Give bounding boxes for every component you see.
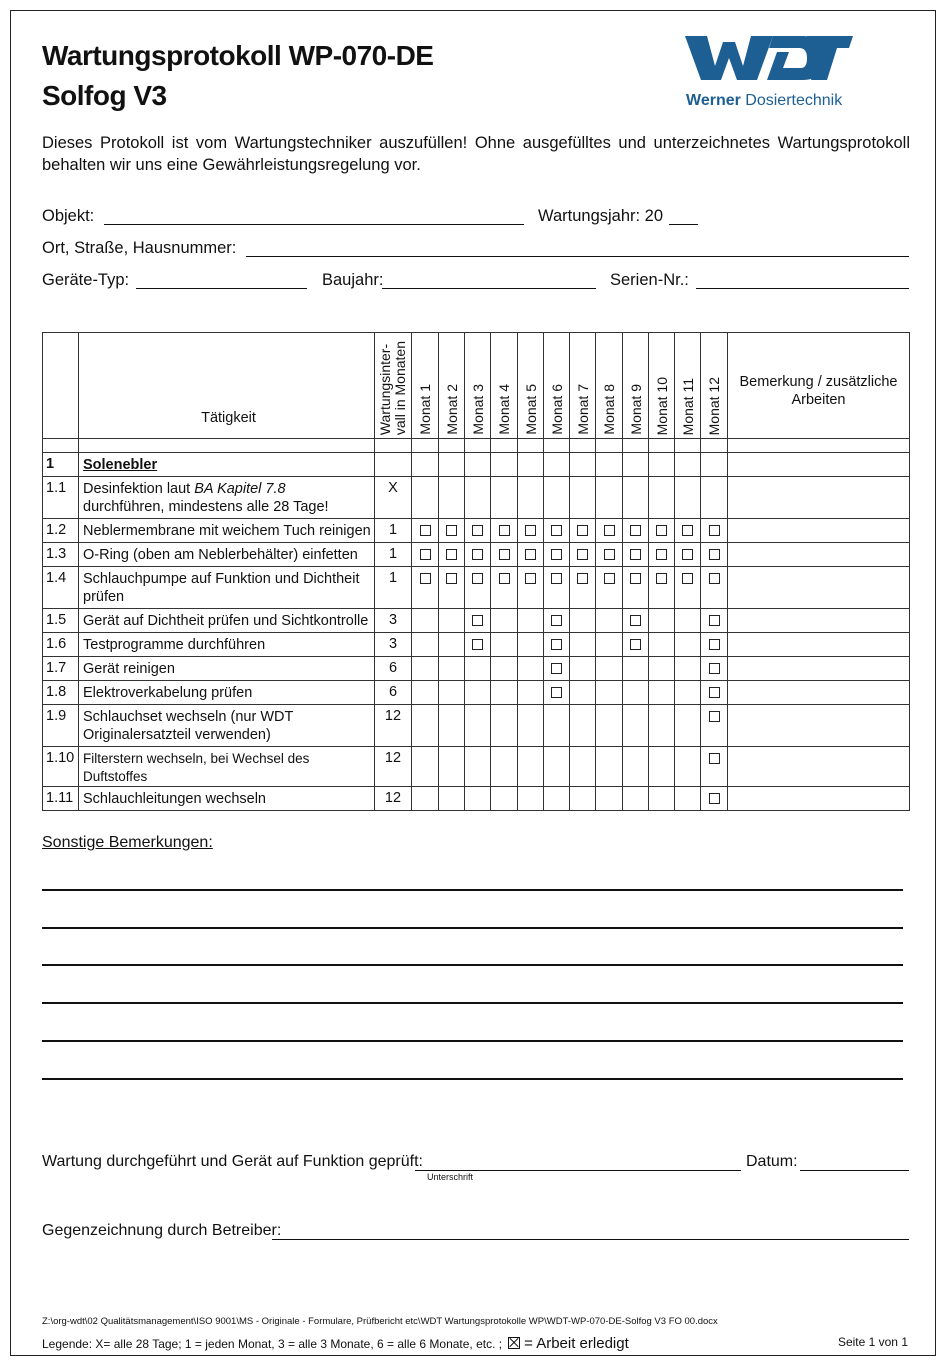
- row-task: Gerät reinigen: [79, 657, 375, 681]
- performed-label: Wartung durchgeführt und Gerät auf Funktion geprüft:: [42, 1153, 423, 1170]
- table-row: [43, 705, 910, 747]
- checkbox-month-10[interactable]: [656, 525, 667, 536]
- month-1-cell: [412, 705, 439, 747]
- seriennr-label: Serien-Nr.:: [610, 271, 689, 289]
- month-3-cell: [465, 705, 491, 747]
- checkbox-month-4[interactable]: [499, 573, 510, 584]
- month-2-cell: [439, 477, 465, 519]
- month-10-cell: [649, 633, 675, 657]
- row-interval: 12: [375, 705, 412, 747]
- row-remark-cell[interactable]: [728, 787, 910, 811]
- row-task: Elektroverkabelung prüfen: [79, 681, 375, 705]
- checkbox-month-9[interactable]: [630, 639, 641, 650]
- datum-input-line[interactable]: [800, 1170, 909, 1171]
- row-remark-cell[interactable]: [728, 567, 910, 609]
- legend-done-text: = Arbeit erledigt: [524, 1335, 629, 1352]
- month-3-cell: [465, 519, 491, 543]
- checkbox-month-12[interactable]: [709, 573, 720, 584]
- month-6-cell: [544, 609, 570, 633]
- ort-input-line[interactable]: [246, 256, 909, 257]
- header-interval: Wartungsinter- vall in Monaten: [375, 333, 412, 439]
- month-9-cell: [623, 609, 649, 633]
- month-9-cell: [623, 705, 649, 747]
- month-8-cell: [596, 609, 623, 633]
- month-11-cell: [675, 609, 701, 633]
- month-8-cell: [596, 657, 623, 681]
- month-9-cell: [623, 681, 649, 705]
- month-3-cell: [465, 657, 491, 681]
- month-7-cell: [570, 543, 596, 567]
- month-9-cell: [623, 543, 649, 567]
- checkbox-month-11[interactable]: [682, 525, 693, 536]
- month-10-cell: [649, 705, 675, 747]
- month-8-cell: [596, 747, 623, 787]
- table-row: [43, 681, 910, 705]
- checkbox-month-7[interactable]: [577, 549, 588, 560]
- row-number: 1.7: [43, 657, 79, 681]
- section-number: 1: [43, 453, 79, 477]
- row-number: 1.6: [43, 633, 79, 657]
- month-5-cell: [518, 543, 544, 567]
- month-9-cell: [623, 747, 649, 787]
- month-2-cell: [439, 657, 465, 681]
- month-1-cell: [412, 543, 439, 567]
- countersign-label: Gegenzeichnung durch Betreiber:: [42, 1222, 282, 1239]
- month-9-cell: [623, 567, 649, 609]
- title-line-2: Solfog V3: [42, 80, 167, 111]
- month-12-cell: [701, 657, 728, 681]
- checkbox-month-6[interactable]: [551, 687, 562, 698]
- row-interval: X: [375, 477, 412, 519]
- checkbox-month-12[interactable]: [709, 639, 720, 650]
- checkbox-month-7[interactable]: [577, 573, 588, 584]
- checkbox-month-12[interactable]: [709, 793, 720, 804]
- objekt-label: Objekt:: [42, 207, 95, 225]
- header-month-4: Monat 4: [491, 333, 518, 439]
- maintenance-table: [42, 332, 910, 811]
- month-4-cell: [491, 657, 518, 681]
- checkbox-month-4[interactable]: [499, 525, 510, 536]
- checkbox-month-6[interactable]: [551, 615, 562, 626]
- month-12-cell: [701, 747, 728, 787]
- month-7-cell: [570, 657, 596, 681]
- month-7-cell: [570, 519, 596, 543]
- checkbox-month-12[interactable]: [709, 549, 720, 560]
- month-5-cell: [518, 633, 544, 657]
- month-8-cell: [596, 633, 623, 657]
- row-task: O-Ring (oben am Neblerbehälter) einfetten: [79, 543, 375, 567]
- checkbox-month-12[interactable]: [709, 753, 720, 764]
- month-12-cell: [701, 633, 728, 657]
- checkbox-month-6[interactable]: [551, 549, 562, 560]
- remarks-line-1[interactable]: [42, 889, 903, 891]
- checkbox-month-5[interactable]: [525, 549, 536, 560]
- checkbox-month-5[interactable]: [525, 525, 536, 536]
- month-5-cell: [518, 705, 544, 747]
- month-2-cell: [439, 747, 465, 787]
- row-number: 1.11: [43, 787, 79, 811]
- month-3-cell: [465, 543, 491, 567]
- month-2-cell: [439, 705, 465, 747]
- ort-label: Ort, Straße, Hausnummer:: [42, 239, 237, 257]
- month-10-cell: [649, 609, 675, 633]
- month-10-cell: [649, 519, 675, 543]
- signature-sublabel: Unterschrift: [427, 1172, 474, 1182]
- checkbox-month-9[interactable]: [630, 573, 641, 584]
- month-6-cell: [544, 681, 570, 705]
- month-6-cell: [544, 567, 570, 609]
- month-5-cell: [518, 477, 544, 519]
- logo-wordmark: Werner Dosiertechnik: [686, 92, 843, 109]
- checkbox-month-6[interactable]: [551, 525, 562, 536]
- table-row: [43, 567, 910, 609]
- checkbox-month-11[interactable]: [682, 573, 693, 584]
- month-10-cell: [649, 787, 675, 811]
- month-4-cell: [491, 543, 518, 567]
- header-month-7: Monat 7: [570, 333, 596, 439]
- row-interval: 1: [375, 543, 412, 567]
- checkbox-month-12[interactable]: [709, 525, 720, 536]
- seriennr-input-line[interactable]: [696, 288, 909, 289]
- month-3-cell: [465, 681, 491, 705]
- month-11-cell: [675, 681, 701, 705]
- checkbox-month-9[interactable]: [630, 615, 641, 626]
- month-1-cell: [412, 681, 439, 705]
- month-7-cell: [570, 567, 596, 609]
- geraetetyp-input-line[interactable]: [136, 288, 307, 289]
- checkbox-month-9[interactable]: [630, 549, 641, 560]
- checkbox-month-1[interactable]: [420, 573, 431, 584]
- checkbox-month-8[interactable]: [604, 549, 615, 560]
- row-remark-cell[interactable]: [728, 705, 910, 747]
- checkbox-month-8[interactable]: [604, 525, 615, 536]
- row-remark-cell[interactable]: [728, 519, 910, 543]
- month-2-cell: [439, 519, 465, 543]
- checkbox-month-11[interactable]: [682, 549, 693, 560]
- month-6-cell: [544, 543, 570, 567]
- objekt-input-line[interactable]: [104, 224, 524, 225]
- month-2-cell: [439, 543, 465, 567]
- row-number: 1.9: [43, 705, 79, 747]
- row-task: Schlauchleitungen wechseln: [79, 787, 375, 811]
- table-row: [43, 657, 910, 681]
- checkbox-month-9[interactable]: [630, 525, 641, 536]
- section-row: [43, 453, 910, 477]
- table-row: [43, 477, 910, 519]
- month-2-cell: [439, 633, 465, 657]
- table-row: [43, 609, 910, 633]
- checkbox-month-6[interactable]: [551, 639, 562, 650]
- section-title: Solenebler: [79, 453, 375, 477]
- header-month-1: Monat 1: [412, 333, 439, 439]
- checkbox-month-3[interactable]: [472, 549, 483, 560]
- checkbox-month-10[interactable]: [656, 549, 667, 560]
- month-8-cell: [596, 543, 623, 567]
- checkbox-month-2[interactable]: [446, 525, 457, 536]
- header-month-11: Monat 11: [675, 333, 701, 439]
- month-5-cell: [518, 609, 544, 633]
- header-month-2: Monat 2: [439, 333, 465, 439]
- checkbox-month-1[interactable]: [420, 549, 431, 560]
- month-11-cell: [675, 633, 701, 657]
- row-remark-cell[interactable]: [728, 747, 910, 787]
- row-number: 1.1: [43, 477, 79, 519]
- legend: [42, 1335, 629, 1352]
- month-1-cell: [412, 609, 439, 633]
- table-row: [43, 519, 910, 543]
- checkbox-month-2[interactable]: [446, 549, 457, 560]
- month-10-cell: [649, 681, 675, 705]
- month-8-cell: [596, 567, 623, 609]
- month-1-cell: [412, 787, 439, 811]
- legend-text: Legende: X= alle 28 Tage; 1 = jeden Monat, 3 = alle 3 Monate, 6 = alle 6 Monate, etc. ;: [42, 1337, 503, 1351]
- month-9-cell: [623, 787, 649, 811]
- month-7-cell: [570, 609, 596, 633]
- checkbox-month-3[interactable]: [472, 615, 483, 626]
- checkbox-month-3[interactable]: [472, 639, 483, 650]
- month-6-cell: [544, 747, 570, 787]
- month-6-cell: [544, 657, 570, 681]
- row-remark-cell[interactable]: [728, 477, 910, 519]
- remarks-line-4[interactable]: [42, 1002, 903, 1004]
- month-9-cell: [623, 657, 649, 681]
- baujahr-label: Baujahr:: [322, 271, 384, 289]
- row-number: 1.5: [43, 609, 79, 633]
- row-number: 1.3: [43, 543, 79, 567]
- month-4-cell: [491, 609, 518, 633]
- row-number: 1.8: [43, 681, 79, 705]
- month-12-cell: [701, 681, 728, 705]
- month-7-cell: [570, 681, 596, 705]
- table-row: [43, 543, 910, 567]
- datum-label: Datum:: [746, 1153, 798, 1170]
- month-12-cell: [701, 477, 728, 519]
- geraetetyp-label: Geräte-Typ:: [42, 271, 130, 289]
- month-1-cell: [412, 567, 439, 609]
- page-number: Seite 1 von 1: [837, 1335, 908, 1349]
- month-3-cell: [465, 567, 491, 609]
- remarks-line-5[interactable]: [42, 1040, 903, 1042]
- file-path: Z:\org-wdt\02 Qualitätsmanagement\ISO 9001\MS - Originale - Formulare, Prüfbericht etc\WDT Wartungsprotokolle WP\WDT-WP-070-DE-Solfog V3 FO 00.docx: [42, 1316, 718, 1327]
- month-4-cell: [491, 747, 518, 787]
- month-11-cell: [675, 519, 701, 543]
- month-4-cell: [491, 705, 518, 747]
- table-row: [43, 747, 910, 787]
- month-10-cell: [649, 567, 675, 609]
- spacer-row: [43, 439, 910, 453]
- checkbox-month-3[interactable]: [472, 573, 483, 584]
- row-interval: 12: [375, 787, 412, 811]
- header-taetigkeit: Tätigkeit: [79, 333, 375, 439]
- month-7-cell: [570, 747, 596, 787]
- row-remark-cell[interactable]: [728, 609, 910, 633]
- checkbox-month-2[interactable]: [446, 573, 457, 584]
- checkbox-month-6[interactable]: [551, 663, 562, 674]
- checked-box-icon: [508, 1337, 520, 1349]
- header-month-3: Monat 3: [465, 333, 491, 439]
- row-interval: 6: [375, 681, 412, 705]
- header-month-5: Monat 5: [518, 333, 544, 439]
- month-3-cell: [465, 787, 491, 811]
- month-8-cell: [596, 787, 623, 811]
- month-11-cell: [675, 747, 701, 787]
- row-remark-cell[interactable]: [728, 657, 910, 681]
- month-3-cell: [465, 477, 491, 519]
- baujahr-input-line[interactable]: [382, 288, 596, 289]
- month-8-cell: [596, 705, 623, 747]
- row-remark-cell[interactable]: [728, 681, 910, 705]
- checkbox-month-6[interactable]: [551, 573, 562, 584]
- month-11-cell: [675, 705, 701, 747]
- checkbox-month-4[interactable]: [499, 549, 510, 560]
- month-12-cell: [701, 519, 728, 543]
- checkbox-month-5[interactable]: [525, 573, 536, 584]
- month-2-cell: [439, 609, 465, 633]
- month-11-cell: [675, 657, 701, 681]
- month-3-cell: [465, 609, 491, 633]
- month-2-cell: [439, 787, 465, 811]
- month-12-cell: [701, 705, 728, 747]
- month-6-cell: [544, 633, 570, 657]
- month-4-cell: [491, 567, 518, 609]
- month-7-cell: [570, 705, 596, 747]
- wartungsjahr-input-line[interactable]: [669, 224, 698, 225]
- month-10-cell: [649, 477, 675, 519]
- checkbox-month-1[interactable]: [420, 525, 431, 536]
- month-4-cell: [491, 633, 518, 657]
- month-4-cell: [491, 787, 518, 811]
- month-11-cell: [675, 477, 701, 519]
- month-12-cell: [701, 609, 728, 633]
- month-7-cell: [570, 477, 596, 519]
- month-9-cell: [623, 519, 649, 543]
- row-number: 1.4: [43, 567, 79, 609]
- month-5-cell: [518, 519, 544, 543]
- row-number: 1.2: [43, 519, 79, 543]
- month-7-cell: [570, 787, 596, 811]
- month-4-cell: [491, 519, 518, 543]
- table-header-row: [43, 333, 910, 439]
- month-9-cell: [623, 633, 649, 657]
- row-interval: 3: [375, 633, 412, 657]
- month-11-cell: [675, 567, 701, 609]
- month-6-cell: [544, 705, 570, 747]
- row-number: 1.10: [43, 747, 79, 787]
- month-9-cell: [623, 477, 649, 519]
- remarks-label: Sonstige Bemerkungen:: [42, 834, 213, 851]
- month-4-cell: [491, 477, 518, 519]
- month-8-cell: [596, 681, 623, 705]
- intro-text: Dieses Protokoll ist vom Wartungstechniker auszufüllen! Ohne ausgefülltes und unterzeichnetes Wartungsprotokoll behalten wir uns eine Gewährleistungsregelung vor.: [42, 134, 910, 174]
- row-interval: 3: [375, 609, 412, 633]
- checkbox-month-12[interactable]: [709, 615, 720, 626]
- month-1-cell: [412, 477, 439, 519]
- month-12-cell: [701, 567, 728, 609]
- header-remark: Bemerkung / zusätzliche Arbeiten: [728, 333, 910, 439]
- month-5-cell: [518, 747, 544, 787]
- row-task: Gerät auf Dichtheit prüfen und Sichtkontrolle: [79, 609, 375, 633]
- header-nr: [43, 333, 79, 439]
- row-remark-cell[interactable]: [728, 633, 910, 657]
- month-5-cell: [518, 657, 544, 681]
- wartungsjahr-label: Wartungsjahr: 20: [538, 207, 664, 225]
- month-5-cell: [518, 787, 544, 811]
- row-interval: 1: [375, 567, 412, 609]
- month-5-cell: [518, 567, 544, 609]
- month-4-cell: [491, 681, 518, 705]
- month-1-cell: [412, 633, 439, 657]
- month-10-cell: [649, 657, 675, 681]
- row-task: Schlauchpumpe auf Funktion und Dichtheit prüfen: [79, 567, 375, 609]
- remarks-line-2[interactable]: [42, 927, 903, 929]
- month-10-cell: [649, 543, 675, 567]
- checkbox-month-3[interactable]: [472, 525, 483, 536]
- month-11-cell: [675, 787, 701, 811]
- checkbox-month-12[interactable]: [709, 711, 720, 722]
- header-month-9: Monat 9: [623, 333, 649, 439]
- month-5-cell: [518, 681, 544, 705]
- row-task: Desinfektion laut BA Kapitel 7.8 durchführen, mindestens alle 28 Tage!: [79, 477, 375, 519]
- row-interval: 6: [375, 657, 412, 681]
- checkbox-month-12[interactable]: [709, 663, 720, 674]
- checkbox-month-7[interactable]: [577, 525, 588, 536]
- row-interval: 12: [375, 747, 412, 787]
- month-6-cell: [544, 519, 570, 543]
- header-month-6: Monat 6: [544, 333, 570, 439]
- month-11-cell: [675, 543, 701, 567]
- header-month-10: Monat 10: [649, 333, 675, 439]
- remarks-line-3[interactable]: [42, 964, 903, 966]
- remarks-line-6[interactable]: [42, 1078, 903, 1080]
- technician-signature-line[interactable]: [415, 1170, 741, 1171]
- month-3-cell: [465, 747, 491, 787]
- month-12-cell: [701, 787, 728, 811]
- month-1-cell: [412, 747, 439, 787]
- month-1-cell: [412, 657, 439, 681]
- month-3-cell: [465, 633, 491, 657]
- row-interval: 1: [375, 519, 412, 543]
- table-row: [43, 633, 910, 657]
- month-10-cell: [649, 747, 675, 787]
- header-month-12: Monat 12: [701, 333, 728, 439]
- month-12-cell: [701, 543, 728, 567]
- month-1-cell: [412, 519, 439, 543]
- row-task: Neblermembrane mit weichem Tuch reinigen: [79, 519, 375, 543]
- checkbox-month-10[interactable]: [656, 573, 667, 584]
- checkbox-month-12[interactable]: [709, 687, 720, 698]
- month-2-cell: [439, 681, 465, 705]
- row-task: Schlauchset wechseln (nur WDT Originalersatzteil verwenden): [79, 705, 375, 747]
- row-task: Testprogramme durchführen: [79, 633, 375, 657]
- row-task: Filterstern wechseln, bei Wechsel des Duftstoffes: [79, 747, 375, 787]
- header-month-8: Monat 8: [596, 333, 623, 439]
- month-8-cell: [596, 477, 623, 519]
- month-8-cell: [596, 519, 623, 543]
- month-2-cell: [439, 567, 465, 609]
- month-6-cell: [544, 787, 570, 811]
- month-7-cell: [570, 633, 596, 657]
- document-title: [42, 36, 433, 116]
- row-remark-cell[interactable]: [728, 543, 910, 567]
- operator-signature-line[interactable]: [272, 1239, 909, 1240]
- table-row: [43, 787, 910, 811]
- checkbox-month-8[interactable]: [604, 573, 615, 584]
- title-line-1: Wartungsprotokoll WP-070-DE: [42, 40, 434, 71]
- month-6-cell: [544, 477, 570, 519]
